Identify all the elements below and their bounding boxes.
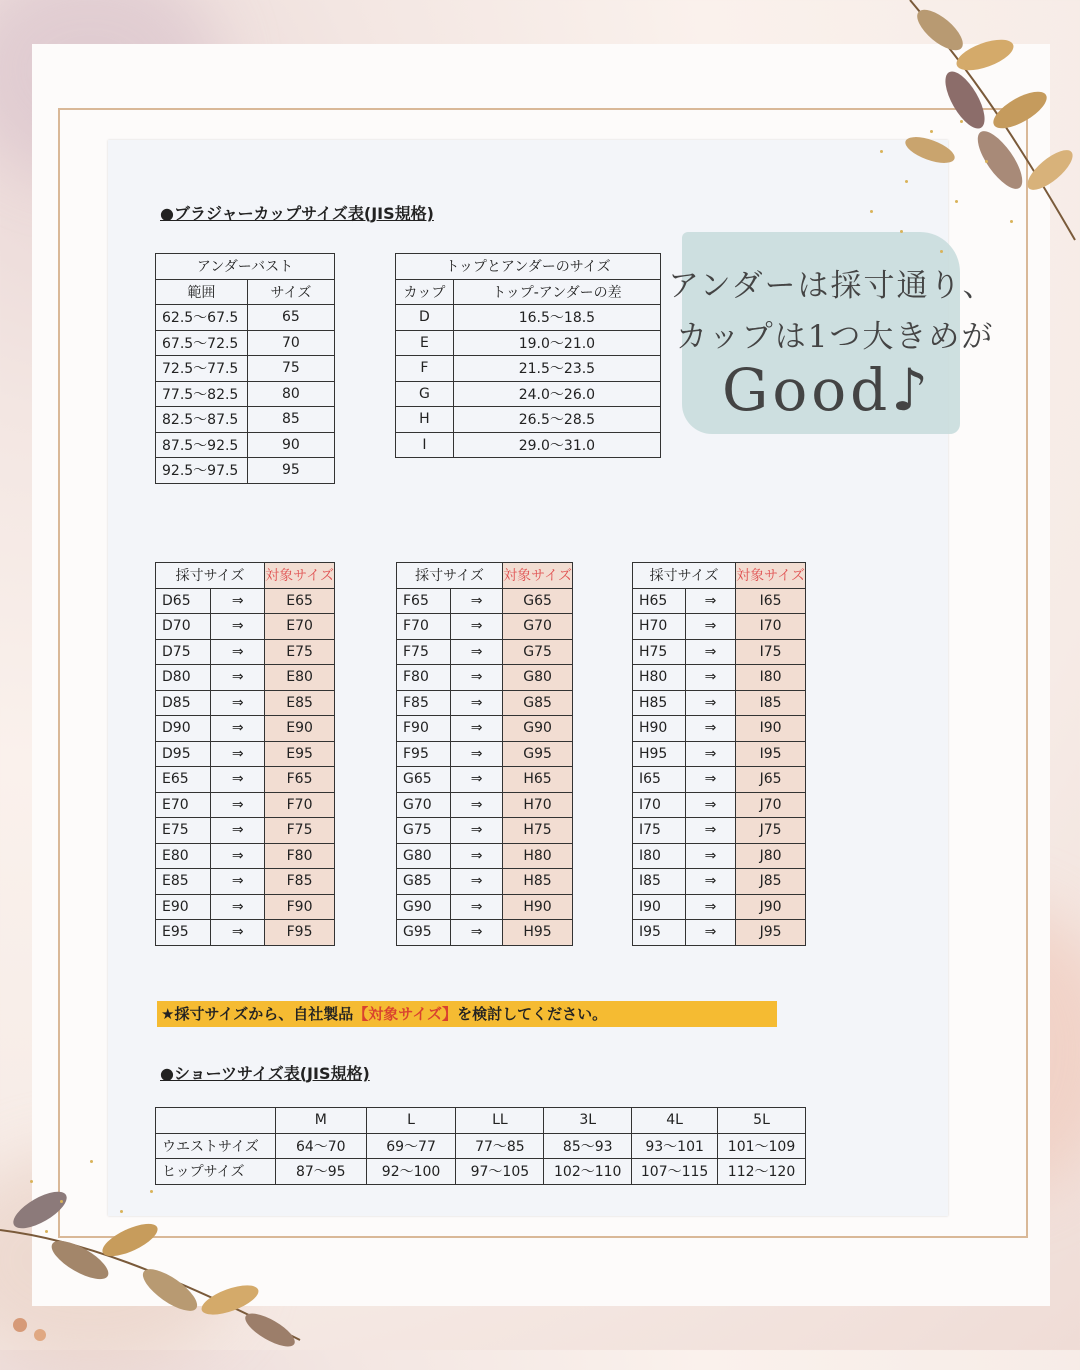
sparkle (60, 1200, 63, 1203)
target-size-cell: E85 (265, 690, 335, 716)
difference-cell: 16.5〜18.5 (453, 305, 660, 331)
measured-size-cell: F65 (397, 588, 451, 614)
measured-size-cell: I65 (633, 767, 686, 793)
sparkle (960, 120, 963, 123)
target-size-cell: F75 (265, 818, 335, 844)
target-size-cell: I65 (736, 588, 806, 614)
shorts-header-cell: 4L (632, 1108, 718, 1134)
target-size-cell: J80 (736, 843, 806, 869)
shorts-header-cell (156, 1108, 276, 1134)
measured-size-cell: F70 (397, 614, 451, 640)
conversion-header-row (397, 563, 573, 589)
measured-size-cell: E80 (156, 843, 211, 869)
arrow-cell: ⇒ (685, 639, 735, 665)
size-cell: 90 (247, 432, 334, 458)
under-bust-row (156, 356, 335, 382)
conversion-row (156, 920, 335, 946)
leaf-branch-bottom-left-icon (0, 1150, 320, 1350)
measured-size-cell: F85 (397, 690, 451, 716)
conversion-row (633, 792, 806, 818)
arrow-cell: ⇒ (685, 741, 735, 767)
difference-cell: 21.5〜23.5 (453, 356, 660, 382)
arrow-cell: ⇒ (685, 920, 735, 946)
target-size-cell: F90 (265, 894, 335, 920)
leaf-branch-top-right-icon (870, 0, 1080, 260)
cup-row (396, 330, 661, 356)
header-target-size: 対象サイズ (736, 563, 806, 589)
conversion-table-3 (632, 562, 806, 946)
conversion-row (156, 843, 335, 869)
measured-size-cell: G65 (397, 767, 451, 793)
arrow-cell: ⇒ (451, 665, 503, 691)
arrow-cell: ⇒ (211, 716, 265, 742)
range-cell: 62.5〜67.5 (156, 305, 248, 331)
cup-row (396, 432, 661, 458)
range-cell: 72.5〜77.5 (156, 356, 248, 382)
target-size-cell: F85 (265, 869, 335, 895)
target-size-cell: H70 (503, 792, 573, 818)
sparkle (985, 160, 988, 163)
shorts-size-title: ●ショーツサイズ表(JIS規格) (160, 1064, 370, 1083)
conversion-row (156, 741, 335, 767)
conversion-row (633, 690, 806, 716)
measured-size-cell: H90 (633, 716, 686, 742)
target-size-cell: E75 (265, 639, 335, 665)
shorts-header-cell: 3L (544, 1108, 632, 1134)
arrow-cell: ⇒ (451, 894, 503, 920)
difference-cell: 26.5〜28.5 (453, 407, 660, 433)
size-cell: 65 (247, 305, 334, 331)
measured-size-cell: E95 (156, 920, 211, 946)
callout-line-3: Good♪ (722, 356, 933, 424)
measured-size-cell: G90 (397, 894, 451, 920)
arrow-cell: ⇒ (211, 741, 265, 767)
measured-size-cell: D90 (156, 716, 211, 742)
col-header-size: サイズ (247, 279, 334, 305)
target-size-cell: G70 (503, 614, 573, 640)
shorts-size-cell: 102〜110 (544, 1159, 632, 1185)
target-size-cell: G85 (503, 690, 573, 716)
arrow-cell: ⇒ (451, 767, 503, 793)
target-size-cell: J70 (736, 792, 806, 818)
sparkle (1010, 220, 1013, 223)
target-size-cell: E95 (265, 741, 335, 767)
target-size-cell: J95 (736, 920, 806, 946)
col-header-range: 範囲 (156, 279, 248, 305)
arrow-cell: ⇒ (451, 639, 503, 665)
arrow-cell: ⇒ (211, 639, 265, 665)
shorts-header-cell: L (366, 1108, 456, 1134)
measured-size-cell: I80 (633, 843, 686, 869)
conversion-header-row (156, 563, 335, 589)
range-cell: 77.5〜82.5 (156, 381, 248, 407)
arrow-cell: ⇒ (211, 920, 265, 946)
arrow-cell: ⇒ (451, 792, 503, 818)
header-target-size: 対象サイズ (503, 563, 573, 589)
measured-size-cell: I95 (633, 920, 686, 946)
shorts-size-cell: 64〜70 (275, 1133, 366, 1159)
conversion-row (633, 716, 806, 742)
sparkle (905, 180, 908, 183)
conversion-row (397, 639, 573, 665)
shorts-row-label: ヒップサイズ (156, 1159, 276, 1185)
sparkle (900, 230, 903, 233)
size-cell: 85 (247, 407, 334, 433)
conversion-row (156, 665, 335, 691)
shorts-size-cell: 107〜115 (632, 1159, 718, 1185)
range-cell: 92.5〜97.5 (156, 458, 248, 484)
arrow-cell: ⇒ (685, 818, 735, 844)
shorts-size-cell: 97〜105 (456, 1159, 544, 1185)
cup-row (396, 305, 661, 331)
under-bust-table-title: アンダーバスト (156, 254, 335, 280)
measured-size-cell: G95 (397, 920, 451, 946)
arrow-cell: ⇒ (211, 818, 265, 844)
callout-line-1: アンダーは採寸通り、 (668, 268, 996, 304)
arrow-cell: ⇒ (685, 894, 735, 920)
arrow-cell: ⇒ (211, 869, 265, 895)
shorts-header-row (156, 1108, 806, 1134)
conversion-row (156, 639, 335, 665)
measured-size-cell: H65 (633, 588, 686, 614)
sparkle (30, 1180, 33, 1183)
conversion-row (633, 920, 806, 946)
target-size-cell: H75 (503, 818, 573, 844)
arrow-cell: ⇒ (451, 869, 503, 895)
target-size-cell: I75 (736, 639, 806, 665)
measured-size-cell: I70 (633, 792, 686, 818)
sparkle (870, 210, 873, 213)
conversion-row (633, 741, 806, 767)
measured-size-cell: F80 (397, 665, 451, 691)
measured-size-cell: G75 (397, 818, 451, 844)
target-size-cell: I70 (736, 614, 806, 640)
size-cell: 80 (247, 381, 334, 407)
shorts-size-cell: 101〜109 (718, 1133, 806, 1159)
note-text-before: ★採寸サイズから、自社製品 (161, 1005, 354, 1023)
arrow-cell: ⇒ (685, 690, 735, 716)
conversion-row (156, 588, 335, 614)
arrow-cell: ⇒ (211, 588, 265, 614)
conversion-row (397, 716, 573, 742)
cup-row (396, 356, 661, 382)
target-size-cell: F65 (265, 767, 335, 793)
under-bust-row (156, 381, 335, 407)
arrow-cell: ⇒ (685, 869, 735, 895)
target-size-cell: H85 (503, 869, 573, 895)
conversion-row (156, 690, 335, 716)
target-size-cell: E80 (265, 665, 335, 691)
target-size-cell: H65 (503, 767, 573, 793)
under-bust-row (156, 330, 335, 356)
arrow-cell: ⇒ (685, 716, 735, 742)
target-size-cell: E65 (265, 588, 335, 614)
arrow-cell: ⇒ (211, 792, 265, 818)
measured-size-cell: G70 (397, 792, 451, 818)
conversion-row (633, 894, 806, 920)
conversion-table-2 (396, 562, 573, 946)
shorts-size-cell: 92〜100 (366, 1159, 456, 1185)
arrow-cell: ⇒ (451, 716, 503, 742)
conversion-row (633, 639, 806, 665)
arrow-cell: ⇒ (451, 614, 503, 640)
under-bust-row (156, 458, 335, 484)
conversion-row (156, 716, 335, 742)
conversion-row (397, 792, 573, 818)
under-bust-row (156, 432, 335, 458)
target-size-cell: H95 (503, 920, 573, 946)
arrow-cell: ⇒ (451, 843, 503, 869)
arrow-cell: ⇒ (685, 843, 735, 869)
target-size-cell: H80 (503, 843, 573, 869)
measured-size-cell: H95 (633, 741, 686, 767)
shorts-size-cell: 85〜93 (544, 1133, 632, 1159)
measured-size-cell: G85 (397, 869, 451, 895)
shorts-size-cell: 77〜85 (456, 1133, 544, 1159)
bra-size-title: ●ブラジャーカップサイズ表(JIS規格) (160, 204, 434, 223)
conversion-row (397, 588, 573, 614)
cup-row (396, 407, 661, 433)
target-size-cell: J75 (736, 818, 806, 844)
arrow-cell: ⇒ (451, 818, 503, 844)
header-measured-size: 採寸サイズ (633, 563, 736, 589)
measured-size-cell: D70 (156, 614, 211, 640)
under-bust-row (156, 305, 335, 331)
target-size-cell: J65 (736, 767, 806, 793)
conversion-row (633, 818, 806, 844)
conversion-row (156, 792, 335, 818)
arrow-cell: ⇒ (685, 792, 735, 818)
sparkle (120, 1210, 123, 1213)
measured-size-cell: D95 (156, 741, 211, 767)
target-size-cell: F80 (265, 843, 335, 869)
conversion-row (633, 614, 806, 640)
cup-cell: G (396, 381, 454, 407)
target-size-cell: F70 (265, 792, 335, 818)
conversion-row (156, 614, 335, 640)
note-banner (157, 1001, 777, 1027)
target-size-cell: I85 (736, 690, 806, 716)
arrow-cell: ⇒ (685, 767, 735, 793)
measured-size-cell: G80 (397, 843, 451, 869)
target-size-cell: G95 (503, 741, 573, 767)
target-size-cell: G75 (503, 639, 573, 665)
measured-size-cell: F75 (397, 639, 451, 665)
size-cell: 75 (247, 356, 334, 382)
arrow-cell: ⇒ (685, 614, 735, 640)
arrow-cell: ⇒ (685, 665, 735, 691)
shorts-header-cell: LL (456, 1108, 544, 1134)
cup-table-title: トップとアンダーのサイズ (396, 254, 661, 280)
target-size-cell: G80 (503, 665, 573, 691)
measured-size-cell: D75 (156, 639, 211, 665)
target-size-cell: G90 (503, 716, 573, 742)
cup-cell: F (396, 356, 454, 382)
measured-size-cell: D80 (156, 665, 211, 691)
sparkle (930, 130, 933, 133)
arrow-cell: ⇒ (451, 920, 503, 946)
conversion-header-row (633, 563, 806, 589)
callout-line-2: カップは1つ大きめが (676, 319, 995, 355)
sparkle (90, 1160, 93, 1163)
header-measured-size: 採寸サイズ (156, 563, 265, 589)
measured-size-cell: E90 (156, 894, 211, 920)
measured-size-cell: E65 (156, 767, 211, 793)
measured-size-cell: H85 (633, 690, 686, 716)
range-cell: 67.5〜72.5 (156, 330, 248, 356)
target-size-cell: I95 (736, 741, 806, 767)
conversion-row (397, 665, 573, 691)
size-cell: 95 (247, 458, 334, 484)
target-size-cell: H90 (503, 894, 573, 920)
conversion-row (633, 665, 806, 691)
measured-size-cell: D85 (156, 690, 211, 716)
conversion-row (397, 920, 573, 946)
arrow-cell: ⇒ (451, 741, 503, 767)
difference-cell: 24.0〜26.0 (453, 381, 660, 407)
header-target-size: 対象サイズ (265, 563, 335, 589)
note-text-after: を検討してください。 (457, 1005, 608, 1023)
shorts-header-cell: 5L (718, 1108, 806, 1134)
measured-size-cell: E75 (156, 818, 211, 844)
conversion-row (156, 818, 335, 844)
conversion-row (397, 818, 573, 844)
col-header-difference: トップ-アンダーの差 (453, 279, 660, 305)
measured-size-cell: I85 (633, 869, 686, 895)
shorts-row-label: ウエストサイズ (156, 1133, 276, 1159)
cup-cell: I (396, 432, 454, 458)
arrow-cell: ⇒ (211, 614, 265, 640)
difference-cell: 29.0〜31.0 (453, 432, 660, 458)
under-bust-row (156, 407, 335, 433)
cup-row (396, 381, 661, 407)
measured-size-cell: E85 (156, 869, 211, 895)
size-cell: 70 (247, 330, 334, 356)
conversion-table-1 (155, 562, 335, 946)
conversion-row (397, 869, 573, 895)
conversion-row (633, 869, 806, 895)
conversion-row (397, 741, 573, 767)
sparkle (955, 200, 958, 203)
conversion-row (397, 767, 573, 793)
shorts-size-cell: 112〜120 (718, 1159, 806, 1185)
arrow-cell: ⇒ (211, 767, 265, 793)
cup-cell: D (396, 305, 454, 331)
conversion-row (397, 690, 573, 716)
measured-size-cell: I75 (633, 818, 686, 844)
under-bust-table (155, 253, 335, 484)
arrow-cell: ⇒ (685, 588, 735, 614)
sparkle (150, 1190, 153, 1193)
shorts-size-cell: 87〜95 (275, 1159, 366, 1185)
conversion-row (156, 869, 335, 895)
target-size-cell: E90 (265, 716, 335, 742)
conversion-row (397, 614, 573, 640)
target-size-cell: F95 (265, 920, 335, 946)
cup-cell: H (396, 407, 454, 433)
measured-size-cell: E70 (156, 792, 211, 818)
range-cell: 82.5〜87.5 (156, 407, 248, 433)
target-size-cell: J85 (736, 869, 806, 895)
target-size-cell: I80 (736, 665, 806, 691)
shorts-size-cell: 93〜101 (632, 1133, 718, 1159)
target-size-cell: E70 (265, 614, 335, 640)
arrow-cell: ⇒ (451, 588, 503, 614)
arrow-cell: ⇒ (211, 665, 265, 691)
conversion-row (633, 767, 806, 793)
target-size-cell: J90 (736, 894, 806, 920)
cup-size-table (395, 253, 661, 458)
note-text-highlight: 【対象サイズ】 (353, 1005, 458, 1023)
sparkle (940, 250, 943, 253)
conversion-row (397, 843, 573, 869)
arrow-cell: ⇒ (211, 690, 265, 716)
measured-size-cell: H70 (633, 614, 686, 640)
conversion-row (156, 894, 335, 920)
header-measured-size: 採寸サイズ (397, 563, 503, 589)
col-header-cup: カップ (396, 279, 454, 305)
sparkle (880, 150, 883, 153)
conversion-row (633, 588, 806, 614)
cup-cell: E (396, 330, 454, 356)
conversion-row (156, 767, 335, 793)
measured-size-cell: I90 (633, 894, 686, 920)
measured-size-cell: H75 (633, 639, 686, 665)
arrow-cell: ⇒ (211, 843, 265, 869)
arrow-cell: ⇒ (211, 894, 265, 920)
shorts-size-cell: 69〜77 (366, 1133, 456, 1159)
range-cell: 87.5〜92.5 (156, 432, 248, 458)
shorts-header-cell: M (275, 1108, 366, 1134)
conversion-row (633, 843, 806, 869)
arrow-cell: ⇒ (451, 690, 503, 716)
difference-cell: 19.0〜21.0 (453, 330, 660, 356)
target-size-cell: G65 (503, 588, 573, 614)
measured-size-cell: F95 (397, 741, 451, 767)
measured-size-cell: H80 (633, 665, 686, 691)
target-size-cell: I90 (736, 716, 806, 742)
measured-size-cell: D65 (156, 588, 211, 614)
sparkle (45, 1230, 48, 1233)
conversion-row (397, 894, 573, 920)
measured-size-cell: F90 (397, 716, 451, 742)
